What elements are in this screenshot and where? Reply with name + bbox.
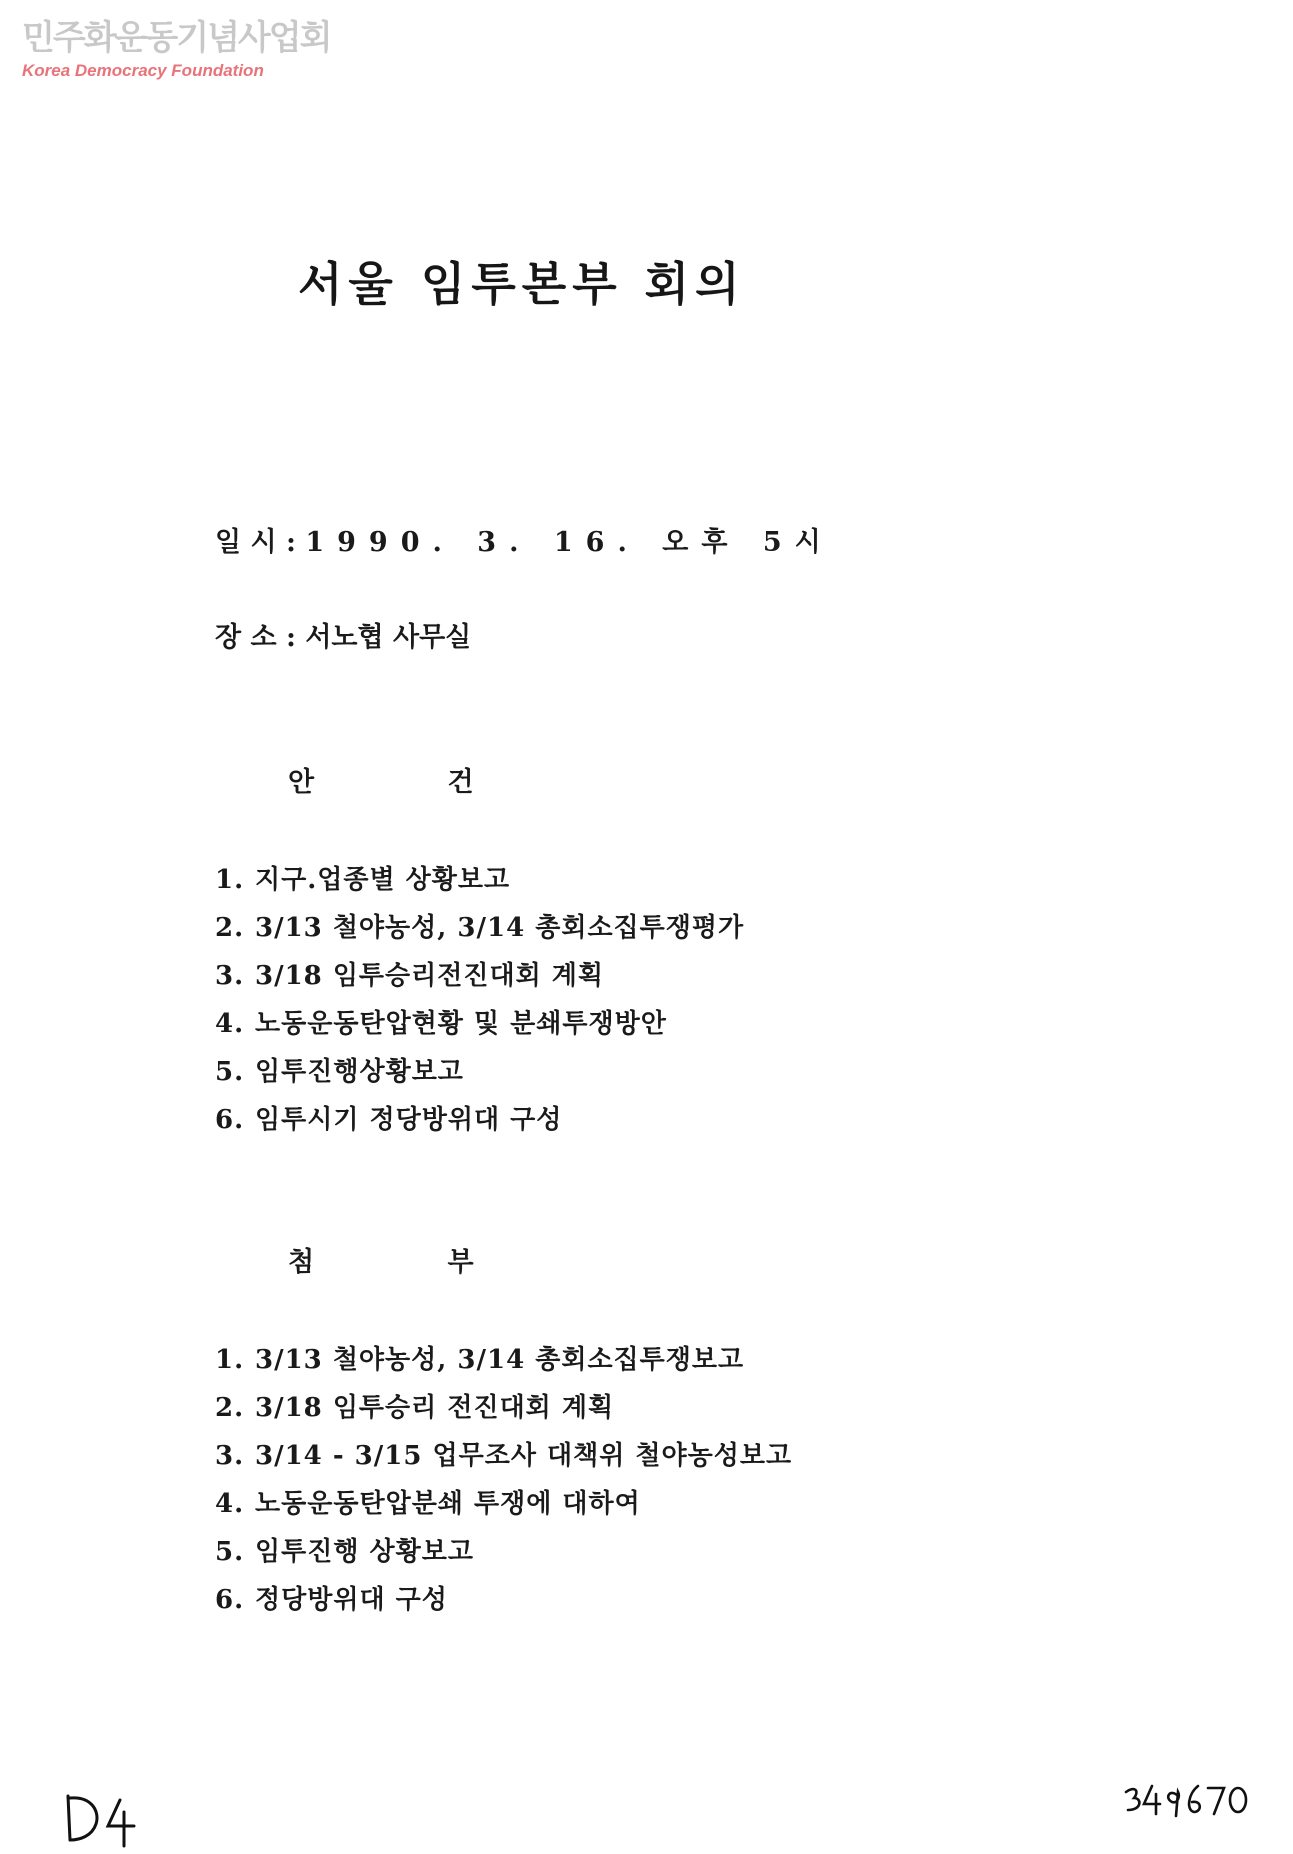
item-text: 3/14 - 3/15 업무조사 대책위 철야농성보고 [255,1441,793,1471]
item-text: 노동운동탄압현황 및 분쇄투쟁방안 [255,1009,667,1039]
agenda-item [215,1096,744,1144]
item-text: 임투진행상황보고 [255,1057,464,1087]
item-number: 3. [215,961,245,991]
attachment-item [215,1480,792,1528]
foundation-watermark [22,18,330,82]
place-label: 장 소 : [215,622,296,653]
agenda-item [215,856,744,904]
item-number: 3. [215,1441,245,1471]
place-value: 서노협 사무실 [305,622,472,653]
attachment-item [215,1528,792,1576]
agenda-item [215,952,744,1000]
item-text: 정당방위대 구성 [255,1585,448,1615]
attachment-item [215,1336,792,1384]
item-text: 노동운동탄압분쇄 투쟁에 대하여 [255,1489,641,1519]
item-number: 6. [215,1585,245,1615]
item-number: 1. [215,1345,245,1375]
handwritten-page-mark [62,1790,142,1850]
agenda-heading: 안 건 [288,767,536,798]
watermark-korean: 민주화운동기념사업회 [22,18,331,58]
attachment-item [215,1384,792,1432]
agenda-item [215,1000,744,1048]
item-text: 3/18 임투승리전진대회 계획 [255,961,605,991]
item-number: 5. [215,1537,245,1567]
date-label: 일 시 : [215,527,296,558]
attachments-heading: 첨 부 [288,1247,536,1278]
date-value: 1990. 3. 16. 오후 5시 [305,527,834,558]
agenda-item [215,1048,744,1096]
item-number: 4. [215,1489,245,1519]
item-text: 지구.업종별 상황보고 [255,865,511,895]
item-text: 3/13 철야농성, 3/14 총회소집투쟁보고 [255,1345,745,1375]
item-text: 3/13 철야농성, 3/14 총회소집투쟁평가 [255,913,745,943]
handwritten-archive-number [1122,1780,1252,1824]
agenda-list [215,856,744,1144]
item-text: 임투진행 상황보고 [255,1537,474,1567]
item-text: 임투시기 정당방위대 구성 [255,1105,563,1135]
watermark-english: Korea Democracy Foundation [22,61,264,80]
attachment-item [215,1576,792,1624]
item-number: 4. [215,1009,245,1039]
agenda-item [215,904,744,952]
item-number: 6. [215,1105,245,1135]
meeting-date [215,520,834,559]
item-number: 2. [215,1393,245,1423]
attachments-list [215,1336,792,1624]
item-text: 3/18 임투승리 전진대회 계획 [255,1393,615,1423]
document-title: 서울 임투본부 회의 [298,257,746,311]
item-number: 1. [215,865,245,895]
meeting-place [215,615,471,654]
item-number: 5. [215,1057,245,1087]
attachment-item [215,1432,792,1480]
item-number: 2. [215,913,245,943]
